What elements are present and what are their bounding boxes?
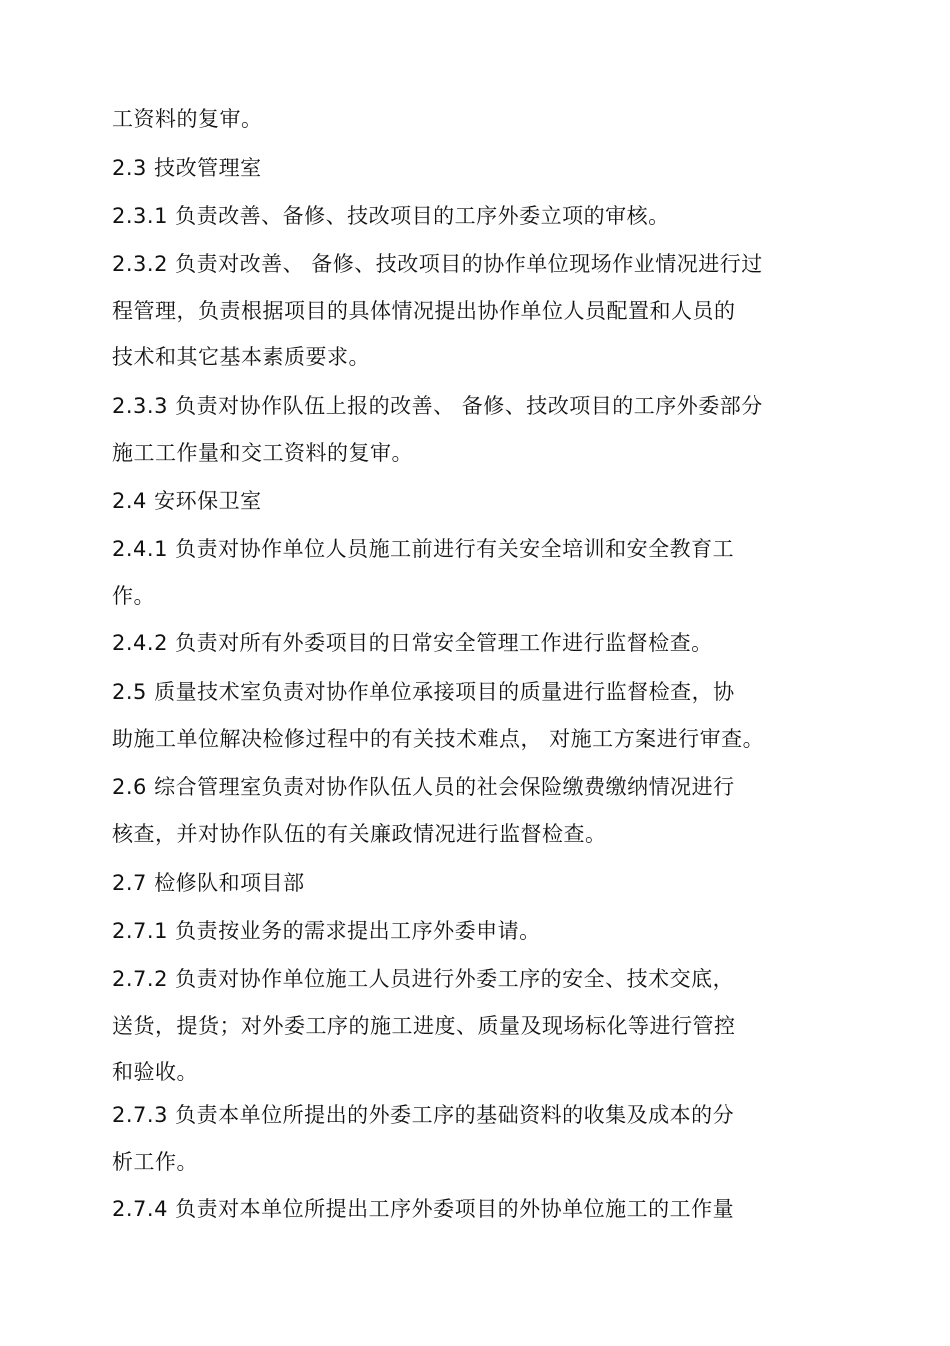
text-line: 2.4.1 负责对协作单位人员施工前进行有关安全培训和安全教育工 bbox=[112, 537, 735, 561]
text-line: 程管理，负责根据项目的具体情况提出协作单位人员配置和人员的 bbox=[112, 299, 736, 323]
text-line: 2.6 综合管理室负责对协作队伍人员的社会保险缴费缴纳情况进行 bbox=[112, 775, 735, 799]
text-line: 施工工作量和交工资料的复审。 bbox=[112, 441, 413, 465]
text-line: 2.4.2 负责对所有外委项目的日常安全管理工作进行监督检查。 bbox=[112, 631, 713, 655]
text-line: 析工作。 bbox=[112, 1150, 198, 1174]
text-line: 2.3.2 负责对改善、 备修、技改项目的协作单位现场作业情况进行过 bbox=[112, 252, 763, 276]
text-line: 2.7.4 负责对本单位所提出工序外委项目的外协单位施工的工作量 bbox=[112, 1197, 735, 1221]
text-line: 2.7.2 负责对协作单位施工人员进行外委工序的安全、技术交底， bbox=[112, 967, 735, 991]
text-line: 2.3.3 负责对协作队伍上报的改善、 备修、技改项目的工序外委部分 bbox=[112, 394, 763, 418]
text-line: 2.5 质量技术室负责对协作单位承接项目的质量进行监督检查，协 bbox=[112, 680, 735, 704]
text-line: 2.3.1 负责改善、备修、技改项目的工序外委立项的审核。 bbox=[112, 204, 670, 228]
section-heading: 2.4 安环保卫室 bbox=[112, 489, 262, 513]
text-line: 2.7.1 负责按业务的需求提出工序外委申请。 bbox=[112, 919, 541, 943]
text-line: 核查，并对协作队伍的有关廉政情况进行监督检查。 bbox=[112, 822, 607, 846]
section-heading: 2.7 检修队和项目部 bbox=[112, 871, 305, 895]
section-heading: 2.3 技改管理室 bbox=[112, 156, 262, 180]
text-line: 和验收。 bbox=[112, 1060, 198, 1084]
text-line: 技术和其它基本素质要求。 bbox=[112, 345, 370, 369]
text-line: 工资料的复审。 bbox=[112, 107, 263, 131]
text-line: 送货，提货；对外委工序的施工进度、质量及现场标化等进行管控 bbox=[112, 1014, 736, 1038]
text-line: 2.7.3 负责本单位所提出的外委工序的基础资料的收集及成本的分 bbox=[112, 1103, 735, 1127]
text-line: 助施工单位解决检修过程中的有关技术难点， 对施工方案进行审查。 bbox=[112, 727, 765, 751]
text-line: 作。 bbox=[112, 584, 155, 608]
